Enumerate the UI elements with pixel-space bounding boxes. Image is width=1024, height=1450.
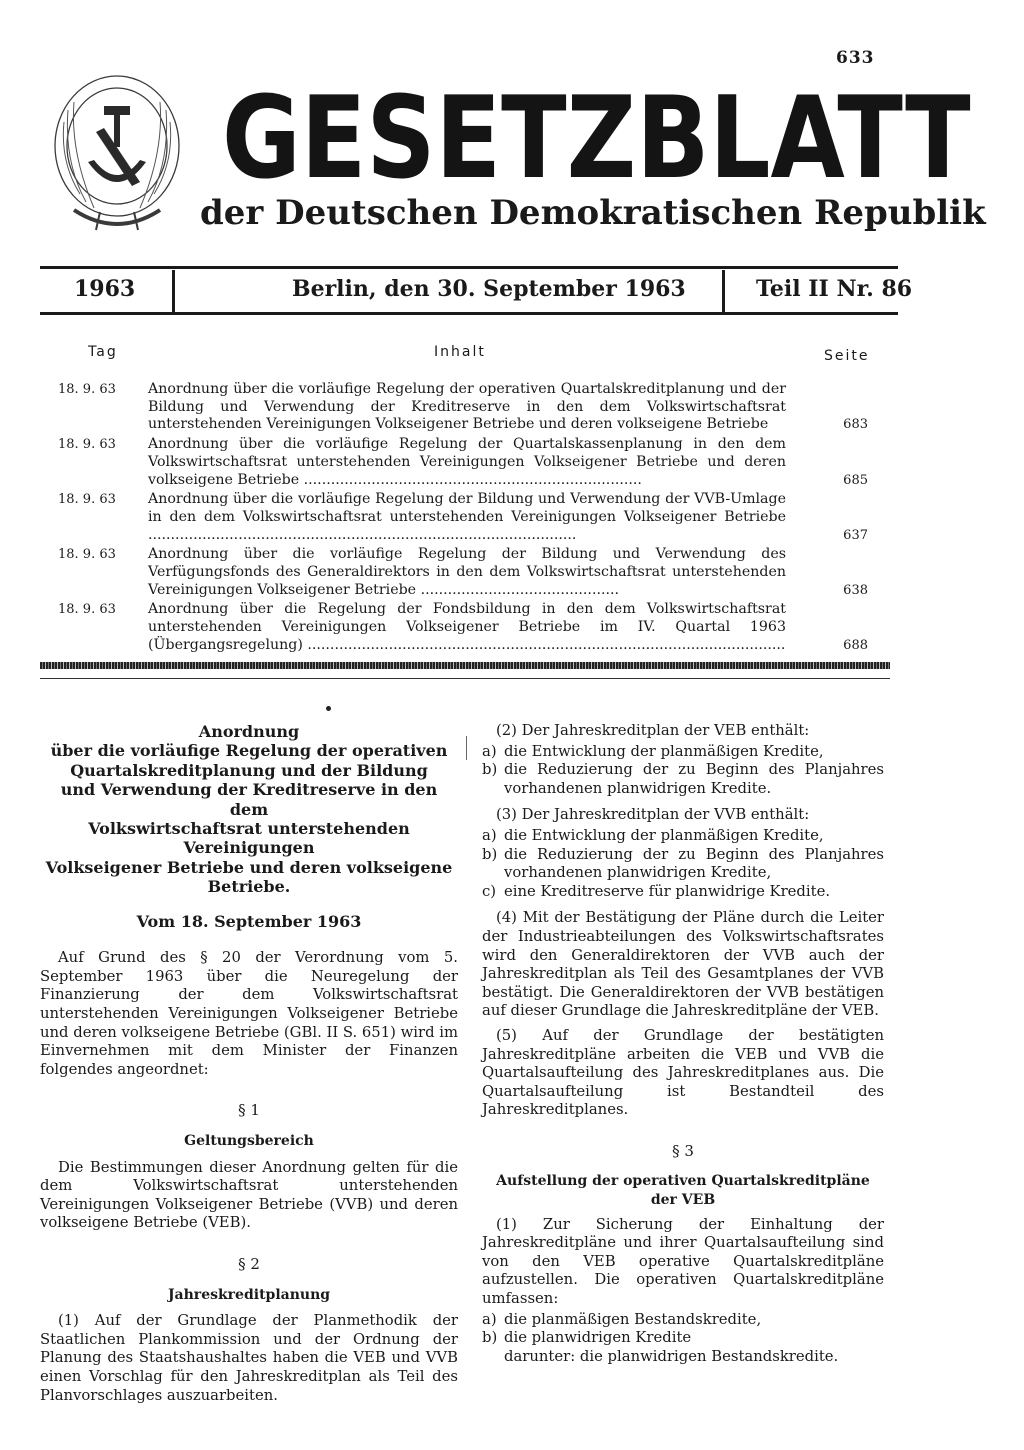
heading-line: Quartalskreditplanung und der Bildung <box>70 760 428 780</box>
heading-line: und Verwendung der Kreditreserve in den dem <box>60 780 438 819</box>
heading-line: Volkseigener Betriebe und deren volkseigene <box>45 857 453 877</box>
toc-entry-date: 18. 9. 63 <box>58 382 116 397</box>
toc-entry-date: 18. 9. 63 <box>58 492 116 508</box>
list-item-continuation <box>482 1348 884 1367</box>
section-number: § 1 <box>238 1101 260 1120</box>
column-mark <box>466 736 467 760</box>
list-text: die Entwicklung der planmäßigen Kredite, <box>504 826 824 844</box>
toc-entry-date: 18. 9. 63 <box>58 547 116 563</box>
paragraph: (1) Zur Sicherung der Einhaltung der Jahreskreditpläne und ihrer Quartalsaufteilung sind von den VEB operative Quartalskreditpläne aufzustellen. Die operativen Quartalskreditpläne umfassen: <box>482 1215 884 1308</box>
toc-col-contents: Inhalt <box>434 344 486 360</box>
list-label: b) <box>482 1329 498 1347</box>
paragraph: (5) Auf der Grundlage der bestätigten Jahreskreditpläne arbeiten die VEB und VVB die Quartalsaufteilung des Jahreskreditplanes aus. Die Quartalsaufteilung ist Bestandteil des Jahreskreditplanes. <box>482 1026 884 1119</box>
issue-year: 1963 <box>74 276 136 302</box>
toc-entry-page: 688 <box>843 637 868 653</box>
article-heading <box>40 722 458 897</box>
list-item <box>482 883 884 902</box>
toc-col-page: Seite <box>824 348 870 364</box>
list-label: b) <box>482 761 498 779</box>
toc-col-day: Tag <box>88 344 118 360</box>
paragraph: (3) Der Jahreskreditplan der VVB enthält: <box>496 806 810 824</box>
toc-entry-title: Anordnung über die vorläufige Regelung der operativen Quartalskreditplanung und der Bildung und Verwendung der Kreditreserve in den dem Volkswirtschaftsrat unterstehenden Vereinigungen Volkseigener Betriebe und deren volkseigene Betriebe <box>148 381 786 433</box>
toc-entry <box>58 381 868 434</box>
list-label: a) <box>482 742 497 760</box>
toc-entry <box>58 546 868 599</box>
section-title: Jahreskreditplanung <box>167 1286 331 1303</box>
section-title <box>482 1172 884 1209</box>
list-label: c) <box>482 882 497 900</box>
toc-entry-page: 685 <box>843 472 868 488</box>
toc-entry-title: Anordnung über die Regelung der Fondsbildung in den dem Volkswirtschaftsrat unterstehenden Vereinigungen Volkseigener Betriebe im IV. Quartal 1963 (Übergangsregelung) .......................................................................................................... <box>148 601 786 653</box>
article-left-column <box>40 722 458 1405</box>
list-item <box>482 743 884 762</box>
list-text: die planmäßigen Bestandskredite, <box>504 1310 762 1328</box>
list-text: die Reduzierung der zu Beginn des Planjahres vorhandenen planwidrigen Kredite, <box>504 845 884 882</box>
toc-entry-date: 18. 9. 63 <box>58 602 116 618</box>
header-top-rule <box>40 266 898 269</box>
print-mark <box>326 706 331 711</box>
list-text: eine Kreditreserve für planwidrige Kredite. <box>504 882 831 900</box>
toc-entry <box>58 436 868 489</box>
gazette-subtitle: der Deutschen Demokratischen Republik <box>200 193 986 233</box>
section-title-line: Aufstellung der operativen Quartalskreditpläne <box>496 1173 870 1190</box>
article-right-column <box>482 722 884 1366</box>
page-number: 633 <box>836 48 875 68</box>
toc-entry-page: 637 <box>843 527 868 543</box>
list-text: die Reduzierung der zu Beginn des Planjahres vorhandenen planwidrigen Kredite. <box>504 761 884 797</box>
toc-entry-title: Anordnung über die vorläufige Regelung der Bildung und Verwendung des Verfügungsfonds des Generaldirektors in den dem Volkswirtschaftsrat unterstehenden Vereinigungen Volkseigener Betriebe ............................................ <box>148 546 786 598</box>
list-item <box>482 1329 884 1348</box>
section-number: § 3 <box>672 1141 694 1160</box>
list-item <box>482 761 884 798</box>
gazette-title: GESETZBLATT <box>222 71 971 205</box>
toc-entry-page: 683 <box>843 417 868 433</box>
list-item <box>482 846 884 883</box>
article-date: Vom 18. September 1963 <box>136 911 362 931</box>
section-text: Die Bestimmungen dieser Anordnung gelten für die dem Volkswirtschaftsrat unterstehenden Vereinigungen Volkseigener Betriebe (VVB) und deren volkseigene Betriebe (VEB). <box>40 1158 458 1232</box>
table-of-contents <box>58 381 868 657</box>
section-separator-thin <box>40 678 890 679</box>
toc-entry <box>58 491 868 544</box>
heading-line: Anordnung <box>198 722 300 741</box>
toc-entry-page: 638 <box>843 582 868 598</box>
toc-entry <box>58 601 868 654</box>
heading-line: Betriebe. <box>207 877 291 897</box>
heading-line: Volkswirtschaftsrat unterstehenden Vereinigungen <box>88 819 410 858</box>
preamble: Auf Grund des § 20 der Verordnung vom 5. September 1963 über die Neuregelung der Finanzierung der dem Volkswirtschaftsrat unterstehenden Vereinigungen Volkseigener Betriebe und deren volkseigene Betriebe (GBl. II S. 651) wird im Einvernehmen mit dem Minister der Finanzen folgendes angeordnet: <box>40 949 459 1078</box>
list-label: a) <box>482 1310 497 1328</box>
list-label: b) <box>482 845 498 863</box>
heading-line: über die vorläufige Regelung der operativen <box>50 741 448 761</box>
header-bottom-rule <box>40 312 898 315</box>
list-text: die Entwicklung der planmäßigen Kredite, <box>504 742 824 760</box>
list-label: a) <box>482 826 497 844</box>
issue-number: Teil II Nr. 86 <box>756 276 913 302</box>
toc-entry-date: 18. 9. 63 <box>58 437 116 453</box>
section-separator <box>40 662 890 669</box>
toc-entry-title: Anordnung über die vorläufige Regelung der Bildung und Verwendung der VVB-Umlage in den dem Volkswirtschaftsrat unterstehenden Vereinigungen Volkseigener Betriebe ............................................................................................... <box>148 491 786 543</box>
list-text: die planwidrigen Kredite <box>504 1329 692 1347</box>
section-number: § 2 <box>238 1254 260 1273</box>
paragraph: (4) Mit der Bestätigung der Pläne durch die Leiter der Industrieabteilungen des Volkswirtschaftsrates wird den Generaldirektoren der VVB auch der Jahreskreditplan als Teil des Gesamtplanes der VVB bestätigt. Die Generaldirektoren der VVB bestätigen auf dieser Grundlage die Jahreskreditpläne der VEB. <box>482 909 884 1020</box>
toc-entry-title: Anordnung über die vorläufige Regelung der Quartalskassenplanung in den dem Volkswirtschaftsrat unterstehenden Vereinigungen Volkseigener Betriebe und deren volkseigene Betriebe ........................................................................... <box>148 436 786 488</box>
issue-date: Berlin, den 30. September 1963 <box>292 276 686 302</box>
list-text: darunter: die planwidrigen Bestandskredite. <box>504 1347 839 1365</box>
header-divider <box>722 270 725 312</box>
section-text: (1) Auf der Grundlage der Planmethodik der Staatlichen Plankommission und der Ordnung der Planung des Staatshaushaltes haben die VEB und VVB einen Vorschlag für den Jahreskreditplan als Teil des Planvorschlages auszuarbeiten. <box>40 1312 458 1404</box>
header-divider <box>172 270 175 312</box>
section-title-line: der VEB <box>650 1192 716 1209</box>
list-item <box>482 827 884 846</box>
section-title: Geltungsbereich <box>184 1133 314 1149</box>
paragraph: (2) Der Jahreskreditplan der VEB enthält: <box>496 722 810 739</box>
state-emblem-icon <box>40 62 194 240</box>
list-item <box>482 1311 884 1330</box>
